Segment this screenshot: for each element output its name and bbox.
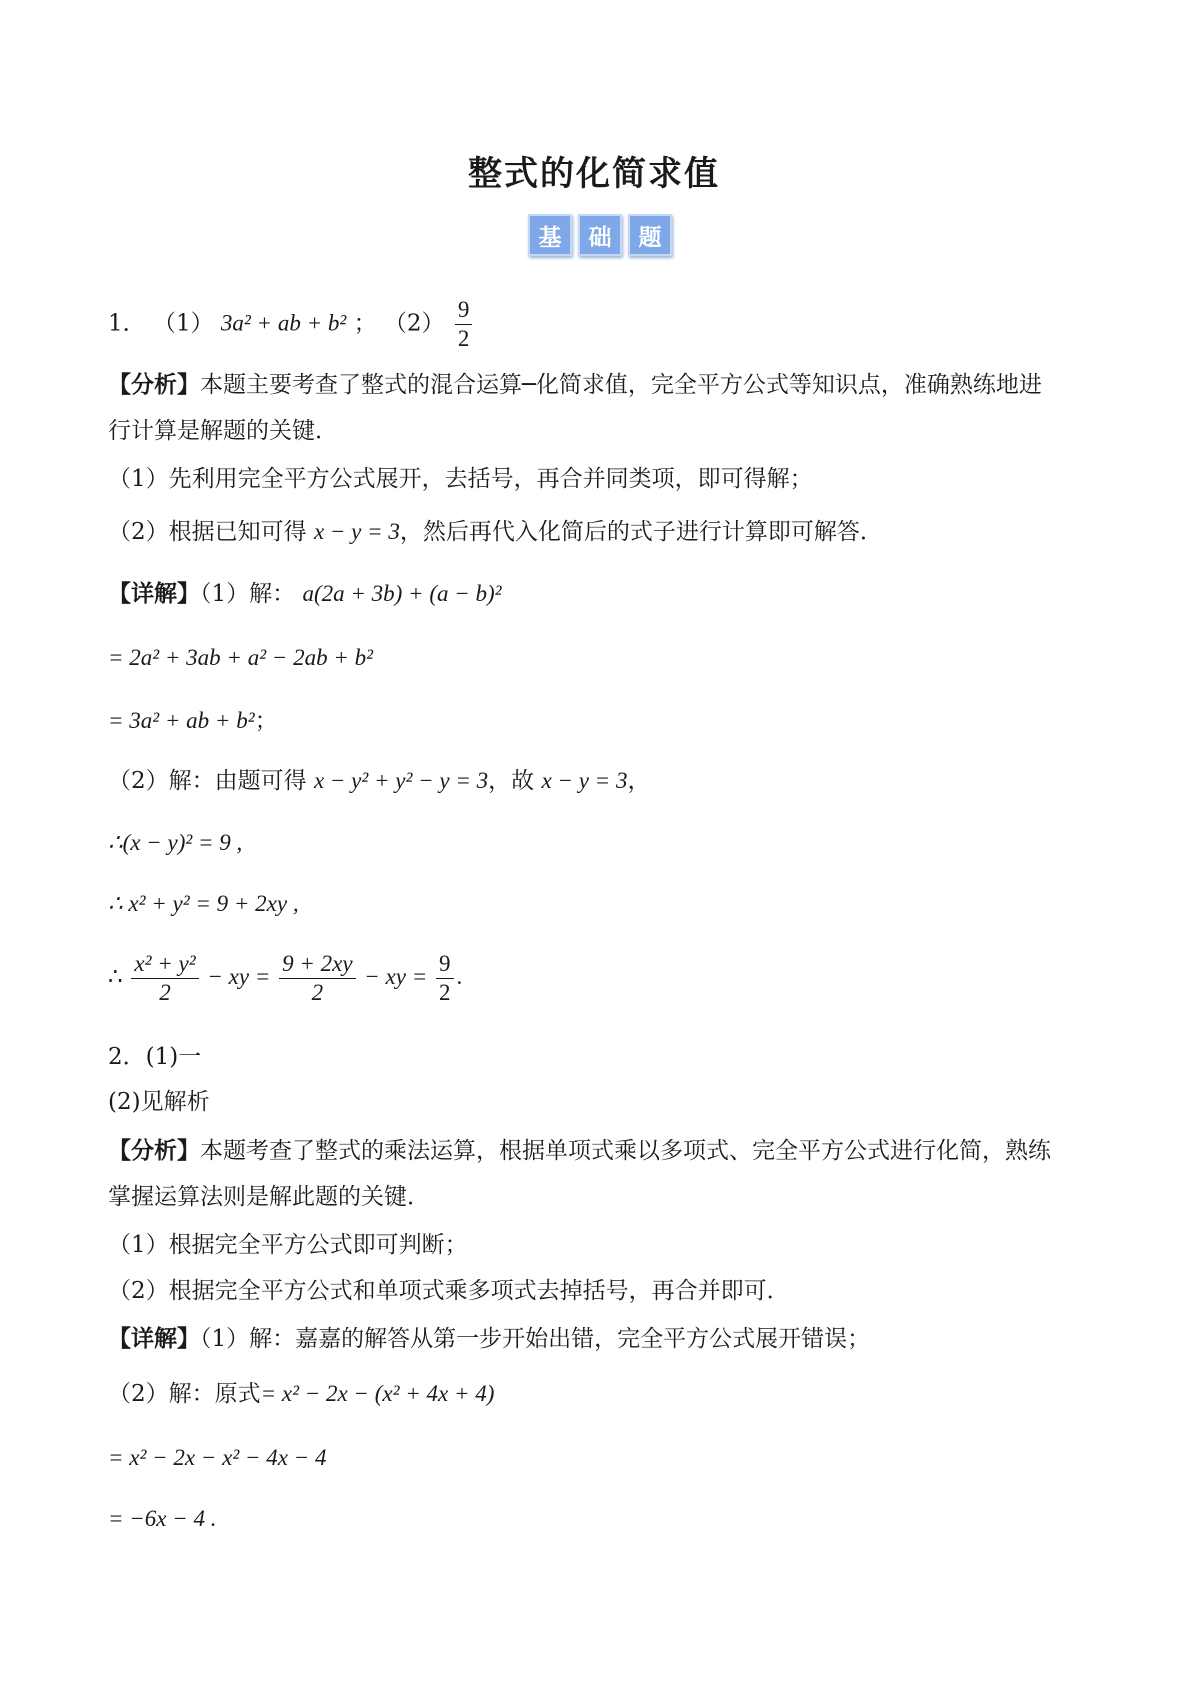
q1-hint2-suffix: ，然后再代入化简后的式子进行计算即可解答．	[399, 519, 883, 545]
q2-hint2: （2）根据完全平方公式和单项式乘多项式去掉括号，再合并即可．	[108, 1278, 790, 1304]
q2-step2: = −6x − 4 .	[108, 1506, 217, 1531]
q1-s5-num1: x² + y²	[131, 950, 198, 979]
q1-s5-mid1: − xy =	[207, 963, 271, 989]
q1-s5-frac3	[436, 950, 454, 1007]
q1-part2-num: 9	[455, 296, 473, 325]
q1-s5-num2: 9 + 2xy	[279, 950, 355, 979]
q2-answer1	[108, 1040, 201, 1074]
q1-s5-end: .	[456, 963, 463, 989]
q2-detail1: （1）解：嘉嘉的解答从第一步开始出错，完全平方公式展开错误；	[200, 1326, 871, 1352]
q1-step4: ∴ x² + y² = 9 + 2xy ,	[108, 891, 299, 916]
difficulty-badges	[528, 214, 672, 256]
page-title: 整式的化简求值	[468, 154, 720, 194]
q1-s5-den3: 2	[439, 980, 451, 1005]
q2-analysis-text1: 本题考查了整式的乘法运算，根据单项式乘以多项式、完全平方公式进行化简，熟练	[200, 1138, 1051, 1164]
q1-part1-label: （1）	[152, 310, 214, 337]
q2-analysis-tag: 【分析】	[108, 1137, 200, 1164]
q1-s5-den2: 2	[311, 980, 324, 1005]
q2-detail2-prefix: （2）解：原式	[108, 1381, 261, 1407]
q1-step5	[108, 950, 462, 1007]
q2-ans1: (1)一	[145, 1044, 202, 1070]
q1-s5-den1: 2	[159, 980, 171, 1005]
q2-detail1-line	[108, 1322, 870, 1356]
badge-ji: 基	[528, 214, 572, 256]
q2-hint1: （1）根据完全平方公式即可判断；	[108, 1232, 468, 1258]
q2-step1: = x² − 2x − x² − 4x − 4	[108, 1445, 327, 1470]
q1-step3: ∴(x − y)² = 9 ,	[108, 830, 243, 855]
q1-part1-answer: 3a² + ab + b²	[220, 310, 347, 336]
q1-detail-expr: a(2a + 3b) + (a − b)²	[302, 581, 502, 606]
q1-part2-den: 2	[457, 326, 470, 351]
q1-hint2	[108, 515, 883, 549]
q1-part2-line	[108, 764, 650, 798]
q1-part2-fraction	[455, 296, 473, 353]
q1-analysis-tag: 【分析】	[108, 371, 200, 398]
q1-hint2-math: x − y = 3	[313, 519, 400, 544]
q1-p2-mid: ，故	[488, 768, 535, 794]
q2-detail2-line	[108, 1377, 494, 1411]
q1-s5-mid2: − xy =	[364, 963, 428, 989]
q1-answer-line	[108, 296, 475, 353]
q1-s5-frac2	[279, 950, 355, 1007]
q1-p2-prefix: （2）解：由题可得	[108, 768, 307, 794]
q1-s5-frac1	[131, 950, 198, 1007]
q1-step2-end: ；	[254, 708, 278, 734]
q1-detail-intro: （1）解：	[200, 581, 296, 607]
q1-analysis-text1: 本题主要考查了整式的混合运算─化简求值，完全平方公式等知识点，准确熟练地进	[200, 372, 1042, 398]
q1-analysis-line1	[108, 368, 1042, 402]
q1-p2-end: ，	[627, 768, 651, 794]
badge-chu: 础	[578, 214, 622, 256]
q2-detail-tag: 【详解】	[108, 1325, 200, 1352]
q1-detail-tag: 【详解】	[108, 580, 200, 607]
q1-step1: = 2a² + 3ab + a² − 2ab + b²	[108, 645, 374, 670]
q1-s5-therefore: ∴	[108, 963, 123, 989]
q1-hint1: （1）先利用完全平方公式展开，去括号，再合并同类项，即可得解；	[108, 466, 813, 492]
q1-sep: ；	[353, 310, 377, 337]
q2-ans2: (2)见解析	[108, 1089, 210, 1115]
q2-detail2-math: = x² − 2x − (x² + 4x + 4)	[260, 1381, 495, 1406]
q2-analysis-line2: 掌握运算法则是解此题的关键．	[108, 1184, 430, 1210]
q1-p2-math1: x − y² + y² − y = 3	[313, 768, 489, 793]
q2-analysis-line1	[108, 1134, 1051, 1168]
q1-s5-num3: 9	[436, 950, 454, 979]
badge-ti: 题	[628, 214, 672, 256]
q1-step2-line	[108, 704, 278, 738]
q1-part2-label: （2）	[383, 310, 445, 337]
q2-number: 2．	[108, 1044, 146, 1070]
q1-hint2-prefix: （2）根据已知可得	[108, 519, 307, 545]
q1-step2: = 3a² + ab + b²	[108, 708, 255, 733]
q1-analysis-line2: 行计算是解题的关键．	[108, 418, 338, 444]
q1-detail-line	[108, 577, 502, 611]
q1-number: 1．	[108, 310, 146, 337]
q1-p2-math2: x − y = 3	[541, 768, 628, 793]
